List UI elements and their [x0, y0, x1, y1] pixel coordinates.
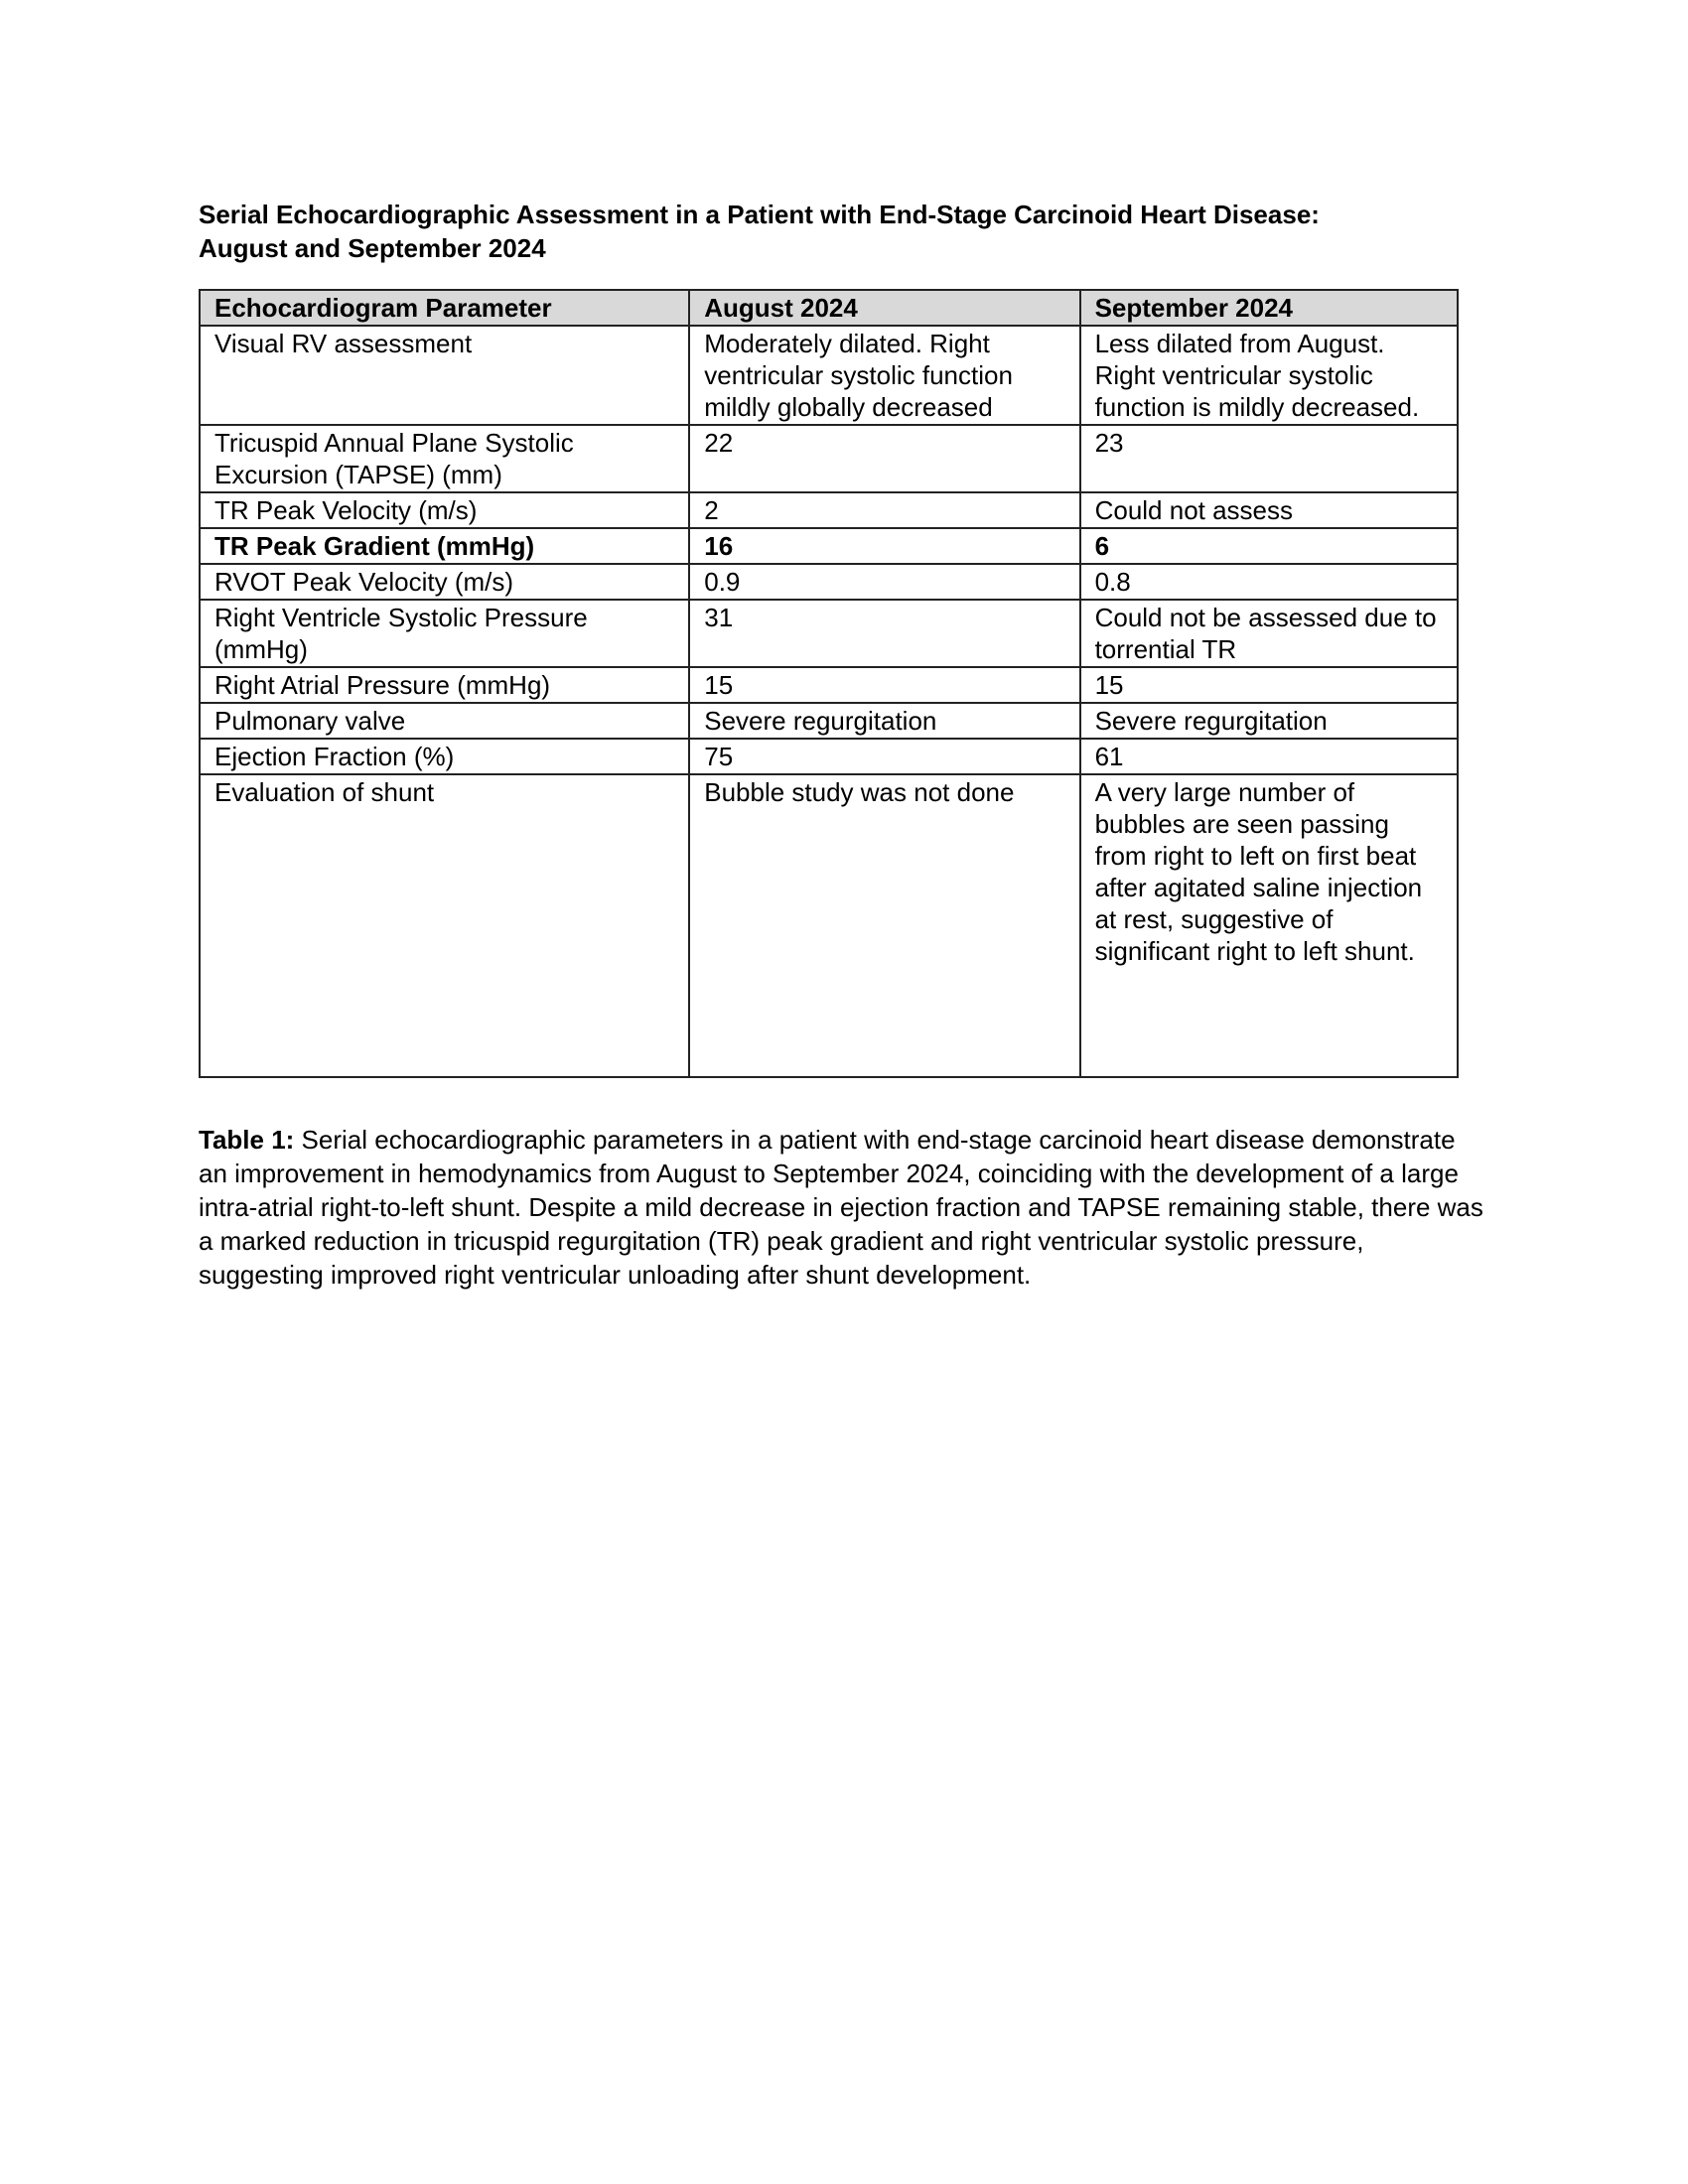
title-line-2: August and September 2024 [199, 233, 546, 263]
august-cell: 22 [689, 425, 1079, 492]
table-row [200, 425, 1458, 492]
parameter-cell: Pulmonary valve [200, 703, 689, 739]
august-cell: Moderately dilated. Right ventricular systolic function mildly globally decreased [689, 326, 1079, 425]
september-cell: 6 [1080, 528, 1458, 564]
table-row [200, 774, 1458, 1077]
parameter-cell: Visual RV assessment [200, 326, 689, 425]
september-cell: Could not be assessed due to torrential TR [1080, 600, 1458, 667]
table-header-row [200, 290, 1458, 326]
title-line-1: Serial Echocardiographic Assessment in a Patient with End-Stage Carcinoid Heart Disease: [199, 200, 1320, 229]
september-cell: Severe regurgitation [1080, 703, 1458, 739]
echo-parameters-table [199, 289, 1459, 1078]
september-cell: Could not assess [1080, 492, 1458, 528]
parameter-cell: Tricuspid Annual Plane Systolic Excursion (TAPSE) (mm) [200, 425, 689, 492]
table-row [200, 492, 1458, 528]
september-cell: A very large number of bubbles are seen passing from right to left on first beat after agitated saline injection at rest, suggestive of significant right to left shunt. [1080, 774, 1458, 1077]
table-row [200, 667, 1458, 703]
table-row [200, 739, 1458, 774]
table-row [200, 703, 1458, 739]
table-caption [199, 1123, 1489, 1292]
parameter-cell: RVOT Peak Velocity (m/s) [200, 564, 689, 600]
august-cell: 0.9 [689, 564, 1079, 600]
document-title [199, 198, 1489, 265]
table-row [200, 564, 1458, 600]
caption-text: Serial echocardiographic parameters in a patient with end-stage carcinoid heart disease demonstrate an improvement in hemodynamics from August to September 2024, coinciding with the development of a large intra-atrial right-to-left shunt. Despite a mild decrease in ejection fraction and TAPSE remaining stable, there was a marked reduction in tricuspid regurgitation (TR) peak gradient and right ventricular systolic pressure, suggesting improved right ventricular unloading after shunt development. [199, 1125, 1483, 1290]
august-cell: 16 [689, 528, 1079, 564]
august-cell: 75 [689, 739, 1079, 774]
august-cell: Severe regurgitation [689, 703, 1079, 739]
parameter-cell: Evaluation of shunt [200, 774, 689, 1077]
september-cell: 23 [1080, 425, 1458, 492]
parameter-cell: Right Atrial Pressure (mmHg) [200, 667, 689, 703]
table-row [200, 600, 1458, 667]
column-header-parameter: Echocardiogram Parameter [200, 290, 689, 326]
parameter-cell: TR Peak Gradient (mmHg) [200, 528, 689, 564]
september-cell: 61 [1080, 739, 1458, 774]
august-cell: 2 [689, 492, 1079, 528]
september-cell: 0.8 [1080, 564, 1458, 600]
parameter-cell: TR Peak Velocity (m/s) [200, 492, 689, 528]
table-row-highlighted [200, 528, 1458, 564]
parameter-cell: Ejection Fraction (%) [200, 739, 689, 774]
august-cell: 31 [689, 600, 1079, 667]
parameter-cell: Right Ventricle Systolic Pressure (mmHg) [200, 600, 689, 667]
column-header-september: September 2024 [1080, 290, 1458, 326]
august-cell: Bubble study was not done [689, 774, 1079, 1077]
september-cell: 15 [1080, 667, 1458, 703]
column-header-august: August 2024 [689, 290, 1079, 326]
august-cell: 15 [689, 667, 1079, 703]
september-cell: Less dilated from August. Right ventricular systolic function is mildly decreased. [1080, 326, 1458, 425]
table-row [200, 326, 1458, 425]
caption-label: Table 1: [199, 1125, 295, 1155]
